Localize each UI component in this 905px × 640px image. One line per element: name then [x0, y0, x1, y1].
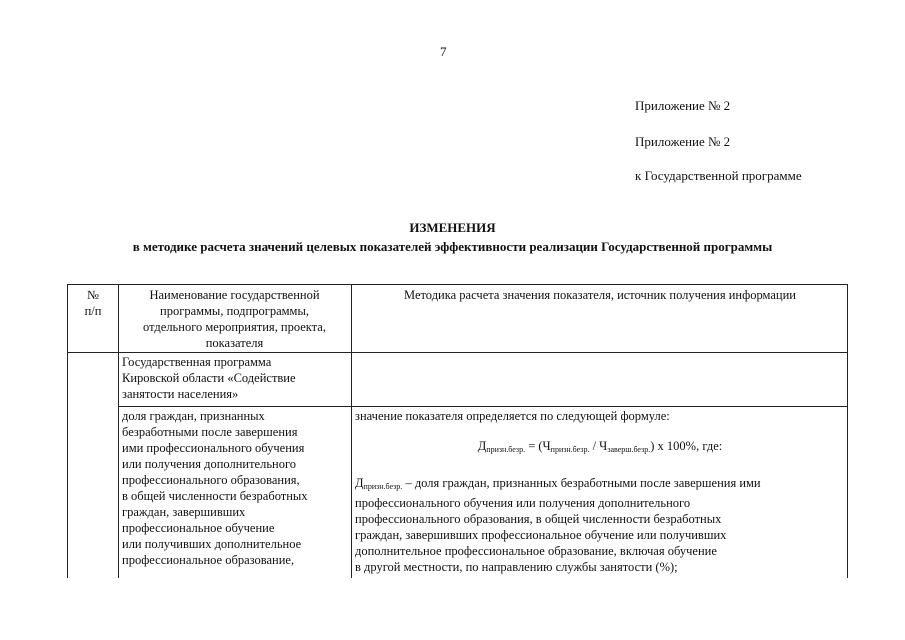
appendix-label-2: Приложение № 2 [635, 134, 731, 149]
changes-table [67, 284, 848, 578]
document-title: ИЗМЕНЕНИЯ [409, 220, 496, 235]
header-number: № п/п [84, 288, 102, 318]
table-divider [118, 285, 119, 578]
appendix-label-3: к Государственной программе [635, 168, 802, 183]
page-number: 7 [440, 44, 447, 59]
program-name: Государственная программа Кировской области «Содействие занятости населения» [122, 355, 296, 401]
table-divider [351, 285, 352, 578]
header-method: Методика расчета значения показателя, источник получения информации [404, 288, 796, 302]
formula-definition: $Д_{призн.безр.}$ – доля граждан, признанных безработными после завершения ими профессионального обучения или получения дополнительного профессионального образования, в общей численности безработных граждан, завершивших профессиональное обучение или получивших дополнительное профессиональное образование, включая обучение в другой местности, по направлению службы занятости (%); [355, 476, 761, 574]
formula: $Д_{призн.безр.} = (Ч_{призн.безр.} / Ч_{заверш.безр.})$ x 100%, где: [477, 439, 723, 454]
method-intro: значение показателя определяется по следующей формуле: [355, 409, 670, 423]
indicator-name: доля граждан, признанных безработными после завершения ими профессионального обучения или получения дополнительного профессионального образования, в общей численности безработных граждан, завершивших профессиональное обучение или получивших дополнительное профессиональное образование, [122, 409, 308, 567]
table-divider [68, 352, 847, 353]
document-subtitle: в методике расчета значений целевых показателей эффективности реализации Государственной программы [132, 239, 773, 254]
appendix-label-1: Приложение № 2 [635, 98, 731, 113]
table-divider [118, 406, 847, 407]
header-name: Наименование государственной программы, подпрограммы, отдельного мероприятия, проекта, показателя [143, 288, 326, 350]
